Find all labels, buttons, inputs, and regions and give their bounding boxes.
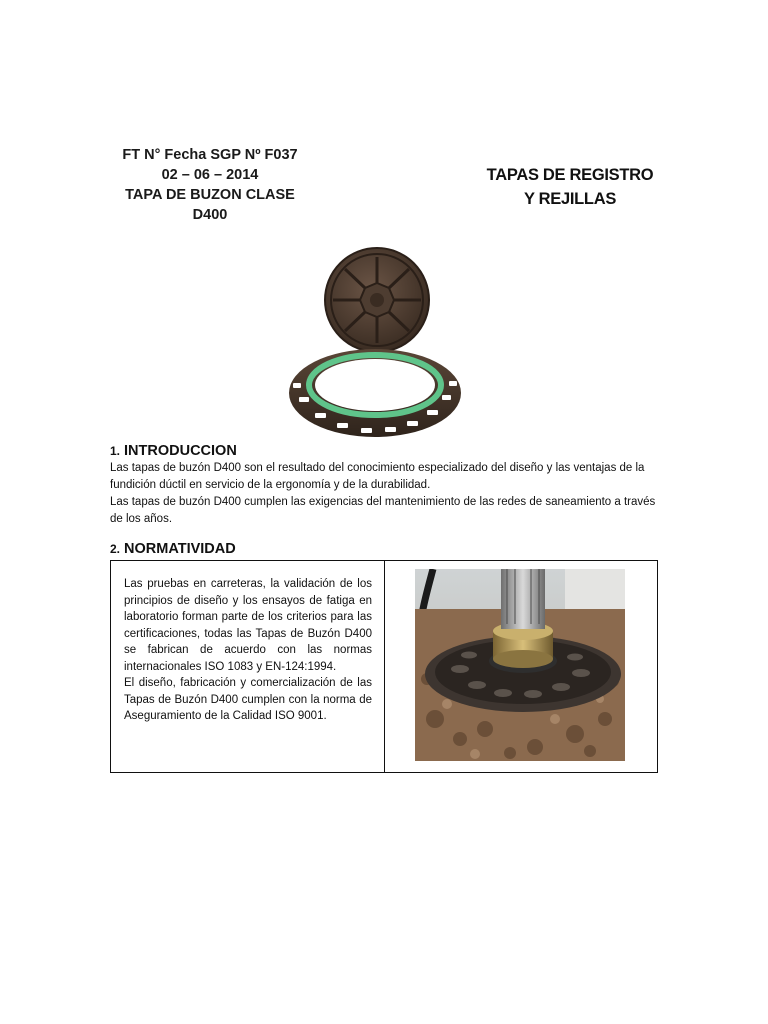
section-title-normatividad xyxy=(110,541,236,557)
normatividad-body xyxy=(124,576,372,725)
section-title-text: INTRODUCCION xyxy=(124,443,237,459)
introduccion-body xyxy=(110,460,670,528)
section-number: 1. xyxy=(110,444,121,458)
paragraph: Las tapas de buzón D400 son el resultado del conocimiento especializado del diseño y las ventajas de la fundición dúctil en servicio de la ergonomía y de la durabilidad. xyxy=(110,462,645,491)
document-title-line-1: TAPAS DE REGISTRO xyxy=(486,166,654,184)
section-title-introduccion xyxy=(110,443,237,459)
date-line: 02 – 06 – 2014 xyxy=(161,167,259,183)
document-title xyxy=(470,163,670,211)
section-title-text: NORMATIVIDAD xyxy=(124,541,236,557)
document-reference-block xyxy=(100,145,320,225)
table-divider xyxy=(384,561,385,772)
section-number: 2. xyxy=(110,542,121,556)
load-test-manhole-photo xyxy=(415,569,625,761)
product-class-line: D400 xyxy=(192,207,228,223)
load-test-photo xyxy=(415,569,625,761)
manhole-cover-open-icon xyxy=(285,245,465,445)
document-title-line-2: Y REJILLAS xyxy=(523,190,617,208)
paragraph: Las tapas de buzón D400 cumplen las exigencias del mantenimiento de las redes de saneamiento a través de los años. xyxy=(110,496,656,525)
paragraph: El diseño, fabricación y comercialización de las Tapas de Buzón D400 cumplen con la norma de Aseguramiento de la Calidad ISO 9001. xyxy=(124,677,372,722)
normatividad-table xyxy=(110,560,658,773)
manhole-cover-image xyxy=(285,245,465,445)
reference-line: FT N° Fecha SGP Nº F037 xyxy=(122,147,298,163)
paragraph: Las pruebas en carreteras, la validación de los principios de diseño y los ensayos de fatiga en laboratorio forman parte de los criterios para las certificaciones, todas las Tapas de Buzón D400 se fabrican de acuerdo con las normas internacionales ISO 1083 y EN-124:1994. xyxy=(124,578,372,673)
product-line: TAPA DE BUZON CLASE xyxy=(125,187,295,203)
